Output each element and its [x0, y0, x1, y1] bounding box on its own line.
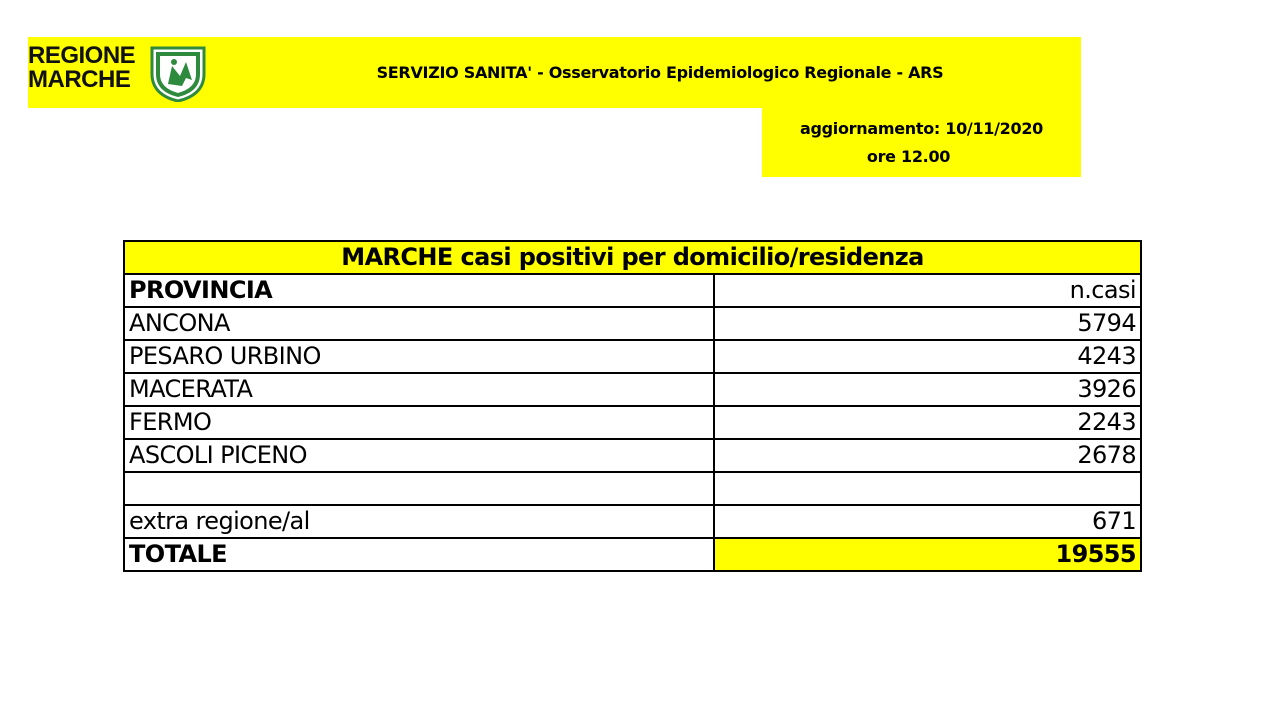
total-label: TOTALE — [124, 538, 714, 571]
table-title: MARCHE casi positivi per domicilio/residenza — [124, 241, 1141, 274]
province-name: PESARO URBINO — [124, 340, 714, 373]
column-header-provincia: PROVINCIA — [124, 274, 714, 307]
logo-line-2: MARCHE — [28, 66, 131, 93]
update-box — [762, 108, 1081, 177]
total-value: 19555 — [714, 538, 1141, 571]
province-name: ASCOLI PICENO — [124, 439, 714, 472]
case-count: 5794 — [714, 307, 1141, 340]
province-name: FERMO — [124, 406, 714, 439]
case-count: 2243 — [714, 406, 1141, 439]
table-title-row — [124, 241, 1141, 274]
regione-marche-logo — [28, 44, 208, 102]
table-row — [124, 406, 1141, 439]
province-name: extra regione/al — [124, 505, 714, 538]
table-row — [124, 307, 1141, 340]
case-count: 671 — [714, 505, 1141, 538]
province-name: ANCONA — [124, 307, 714, 340]
table-row — [124, 439, 1141, 472]
table-row-empty — [124, 472, 1141, 505]
page-title: SERVIZIO SANITA' - Osservatorio Epidemiologico Regionale - ARS — [376, 63, 944, 82]
table-row — [124, 373, 1141, 406]
logo-text — [28, 44, 135, 92]
update-time: ore 12.00 — [866, 146, 951, 166]
table-header-row — [124, 274, 1141, 307]
province-name: MACERATA — [124, 373, 714, 406]
case-count: 4243 — [714, 340, 1141, 373]
table-total-row — [124, 538, 1141, 571]
empty-cell — [124, 472, 714, 505]
column-header-ncasi: n.casi — [714, 274, 1141, 307]
empty-cell — [714, 472, 1141, 505]
regione-marche-emblem-icon — [150, 44, 206, 102]
cases-table — [123, 240, 1142, 572]
table-row — [124, 505, 1141, 538]
logo-line-1: REGIONE — [28, 42, 136, 69]
case-count: 3926 — [714, 373, 1141, 406]
case-count: 2678 — [714, 439, 1141, 472]
table-row — [124, 340, 1141, 373]
update-date: aggiornamento: 10/11/2020 — [799, 118, 1044, 138]
